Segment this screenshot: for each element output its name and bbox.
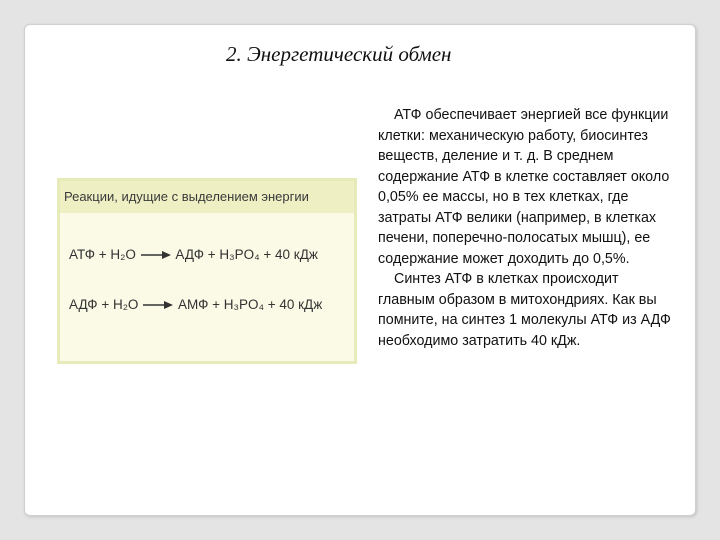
slide-title: 2. Энергетический обмен — [226, 42, 452, 66]
reaction-box — [57, 178, 357, 364]
equation-left-side: АТФ + H₂O — [69, 247, 136, 262]
equation-right-side: АМФ + H₃PO₄ + 40 кДж — [177, 297, 323, 312]
right-arrow-icon — [143, 298, 173, 313]
paragraph-atp-synthesis: Синтез АТФ в клетках происходит главным образом в митохондриях. Как вы помните, на синтез 1 молекулы АТФ из АДФ необходимо затратить 40 кДж. — [378, 271, 671, 349]
reaction-box-header: Реакции, идущие с выделением энергии — [60, 181, 354, 213]
equation-left-side: АДФ + H₂O — [69, 297, 139, 312]
equation-right-side: АДФ + H₃PO₄ + 40 кДж — [175, 247, 318, 262]
body-text — [378, 105, 678, 351]
equation-adp-hydrolysis — [69, 297, 322, 313]
right-arrow-icon — [141, 248, 171, 263]
paragraph-atp-functions: АТФ обеспечивает энергией все функции клетки: механическую работу, биосинтез веществ, деление и т. д. В среднем содержание АТФ в клетке составляет около 0,05% ее массы, но в тех клетках, где затраты АТФ велики (например, в клетках печени, поперечно-полосатых мышц), ее содержание может доходить до 0,5%. — [378, 107, 670, 267]
equation-atp-hydrolysis — [69, 247, 318, 263]
